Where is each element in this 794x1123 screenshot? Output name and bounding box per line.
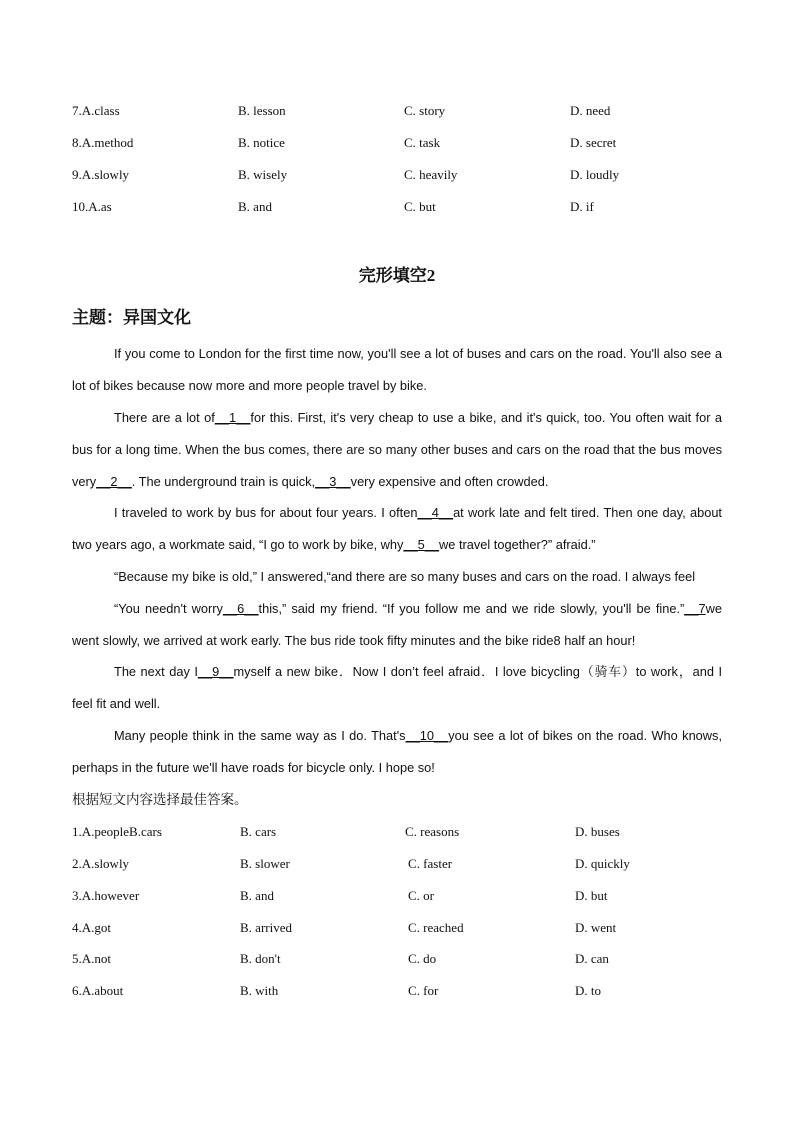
option-d: D. secret: [570, 135, 617, 150]
option-d: D. loudly: [570, 167, 620, 182]
option-b: B. cars: [240, 824, 277, 839]
paragraph-5: [72, 593, 722, 657]
text: very expensive and often crowded.: [350, 474, 549, 489]
option-d: D. went: [575, 920, 617, 935]
blank-5: __5__: [403, 537, 440, 552]
option-b: B. arrived: [240, 920, 292, 935]
option-row-3: [0, 887, 794, 905]
option-d: D. need: [570, 103, 611, 118]
option-d: D. quickly: [575, 856, 630, 871]
text: I traveled to work by bus for about four years. I often: [114, 505, 418, 520]
option-a: 4.A.got: [72, 920, 111, 935]
option-b: B. and: [238, 199, 272, 214]
option-b: B. and: [240, 888, 274, 903]
option-a: 5.A.not: [72, 951, 111, 966]
text: this,” said my friend. “If you follow me and we ride slowly, you'll be fine.”: [258, 601, 685, 616]
option-a: 3.A.however: [72, 888, 140, 903]
option-b: B. wisely: [238, 167, 288, 182]
option-c: C. reached: [408, 920, 464, 935]
option-c: C. task: [404, 135, 441, 150]
instruction: 根据短文内容选择最佳答案。: [72, 792, 248, 808]
option-b: B. slower: [240, 856, 290, 871]
text: “You needn't worry: [114, 601, 223, 616]
option-c: C. reasons: [405, 824, 460, 839]
blank-4: __4__: [417, 505, 454, 520]
blank-1: __1__: [214, 410, 251, 425]
option-row-1: [0, 823, 794, 841]
option-row-7: [0, 102, 794, 120]
option-c: C. do: [408, 951, 437, 966]
blank-7: __7: [684, 601, 706, 616]
option-d: D. buses: [575, 824, 620, 839]
option-c: C. but: [404, 199, 436, 214]
blank-6: __6__: [222, 601, 259, 616]
option-row-4: [0, 919, 794, 937]
option-row-8: [0, 134, 794, 152]
option-c: C. for: [408, 983, 439, 998]
option-c: C. story: [404, 103, 446, 118]
blank-9: __9__: [197, 664, 234, 679]
option-a: 10.A.as: [72, 199, 112, 214]
text: myself a new bike．Now I don’t feel afraid．I love bicycling（骑车）to work，and I feel fit and well.: [72, 664, 723, 711]
text: The next day I: [114, 664, 198, 679]
option-d: D. but: [575, 888, 608, 903]
paragraph-1: If you come to London for the first time now, you'll see a lot of buses and cars on the road. You'll also see a lot of bikes because now more and more people travel by bike.: [72, 346, 722, 393]
text: for this. First, it's very cheap to use a bike, and it's quick, too. You often wait for a bus for a long time. When the bus comes, there are so many other buses and cars on the road that the bus moves very: [72, 410, 722, 489]
option-c: C. faster: [408, 856, 453, 871]
text: at work late and felt tired. Then one day, about two years ago, a workmate said, “I go to work by bike, why: [72, 505, 722, 552]
option-b: B. don't: [240, 951, 281, 966]
option-row-2: [0, 855, 794, 873]
option-d: D. if: [570, 199, 594, 214]
option-a: 2.A.slowly: [72, 856, 130, 871]
paragraph-3: [72, 497, 722, 561]
option-b: B. with: [240, 983, 279, 998]
text: Many people think in the same way as I do. That's: [114, 728, 406, 743]
option-d: D. to: [575, 983, 601, 998]
blank-2: __2__: [96, 474, 132, 489]
option-a: 9.A.slowly: [72, 167, 130, 182]
blank-3: __3__: [315, 474, 351, 489]
paragraph-4: “Because my bike is old,” I answered,“and there are so many buses and cars on the road. I always feel: [114, 569, 696, 584]
option-c: C. or: [408, 888, 434, 903]
option-d: D. can: [575, 951, 609, 966]
option-row-6: [0, 982, 794, 1000]
option-row-5: [0, 950, 794, 968]
blank-10: __10__: [405, 728, 449, 743]
text: we travel together?” afraid.”: [439, 537, 596, 552]
option-b: B. notice: [238, 135, 285, 150]
paragraph-6: [72, 656, 722, 720]
option-a: 6.A.about: [72, 983, 124, 998]
option-row-9: [0, 166, 794, 184]
section-title: 完形填空2: [358, 266, 436, 285]
option-c: C. heavily: [404, 167, 458, 182]
option-b: B. lesson: [238, 103, 286, 118]
text: . The underground train is quick,: [131, 474, 316, 489]
paragraph-2: [72, 402, 722, 498]
theme-heading: 主题：异国文化: [72, 308, 191, 328]
option-row-10: [0, 198, 794, 216]
option-a: 7.A.class: [72, 103, 120, 118]
option-a: 8.A.method: [72, 135, 134, 150]
text: There are a lot of: [114, 410, 215, 425]
paragraph-7: [72, 720, 722, 784]
option-a: 1.A.peopleB.cars: [72, 824, 162, 839]
text: you see a lot of bikes on the road. Who knows, perhaps in the future we'll have roads for bicycle only. I hope so!: [72, 728, 722, 775]
text: we went slowly, we arrived at work early. The bus ride took fifty minutes and the bike ride8 half an hour!: [72, 601, 722, 648]
